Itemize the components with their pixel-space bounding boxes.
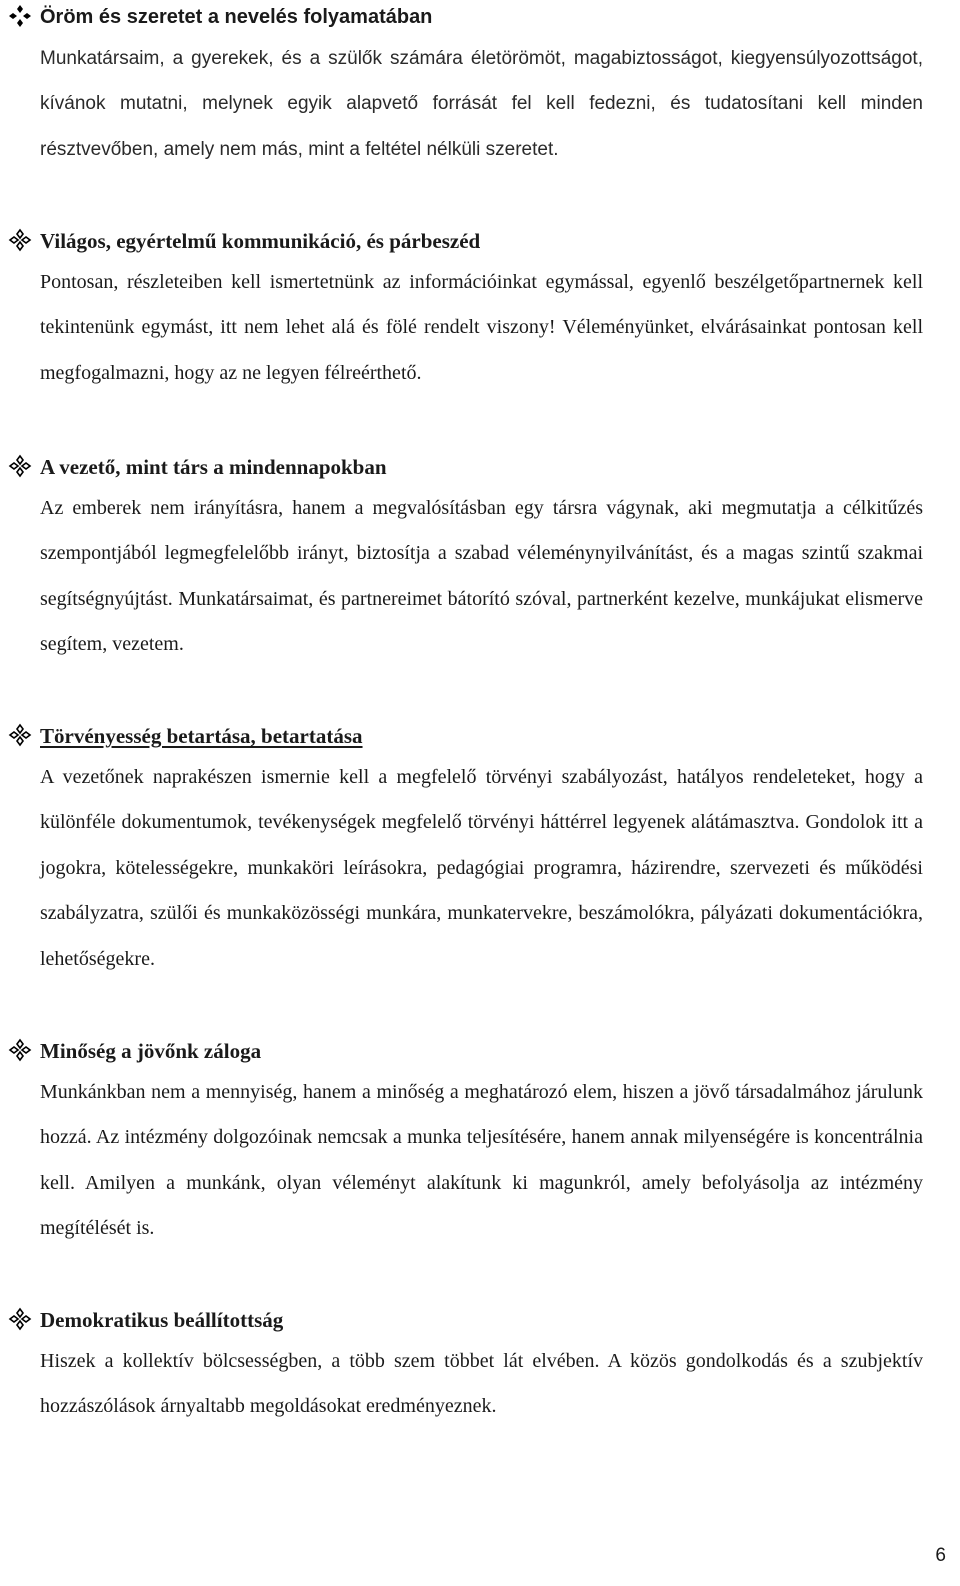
page-number: 6: [935, 1545, 946, 1566]
section-torvenyesseg: [0, 721, 960, 982]
section-orom-es-szeretet: [0, 2, 960, 172]
section-paragraph: Munkánkban nem a mennyiség, hanem a minőség a meghatározó elem, hiszen a jövő társadalmához járulunk hozzá. Az intézmény dolgozóinak nemcsak a munka teljesítésére, hanem annak milyenségére is koncentrálnia kell. Amilyen a munkánk, olyan véleményt alakítunk ki magunkról, amely befolyásolja az intézmény megítélését is.: [40, 1081, 923, 1240]
section-heading: [0, 721, 960, 755]
section-title: Demokratikus beállítottság: [40, 1308, 284, 1332]
four-diamond-bullet-icon: [8, 454, 32, 478]
section-minoseg: [0, 1036, 960, 1252]
section-vilagos-kommunikacio: [0, 226, 960, 396]
section-paragraph: Hiszek a kollektív bölcsességben, a több szem többet lát elvében. A közös gondolkodás és a szubjektív hozzászólások árnyaltabb megoldásokat eredményeznek.: [40, 1350, 923, 1418]
section-heading: [0, 1305, 960, 1339]
four-diamond-bullet-icon: [8, 1307, 32, 1331]
section-heading: [0, 226, 960, 260]
section-title: Öröm és szeretet a nevelés folyamatában: [40, 6, 433, 28]
section-paragraph: Az emberek nem irányításra, hanem a megvalósításban egy társra vágynak, aki megmutatja a célkitűzés szempontjából legmegfelelőbb irányt, biztosítja a szabad véleménynyilvánítást, és a magas szintű szakmai segítségnyújtást. Munkatársaimat, és partnereimet bátorító szóval, partnerként kezelve, munkájukat elismerve segítem, vezetem.: [40, 497, 923, 656]
section-heading: [0, 1036, 960, 1070]
four-diamond-bullet-icon: [8, 1038, 32, 1062]
four-diamond-bullet-icon: [8, 723, 32, 747]
section-demokratikus: [0, 1305, 960, 1430]
four-diamond-bullet-icon: [8, 228, 32, 252]
section-title: A vezető, mint társ a mindennapokban: [40, 455, 387, 479]
section-title: Törvényesség betartása, betartatása: [40, 724, 363, 748]
four-diamond-bullet-icon: [8, 4, 32, 28]
section-paragraph: Pontosan, részleteiben kell ismertetnünk az információinkat egymással, egyenlő beszélgetőpartnernek kell tekintenünk egymást, itt nem lehet alá és fölé rendelt viszony! Véleményünket, elvárásainkat pontosan kell megfogalmazni, hogy az ne legyen félreérthető.: [40, 271, 923, 384]
section-title: Világos, egyértelmű kommunikáció, és párbeszéd: [40, 229, 481, 253]
section-title: Minőség a jövőnk záloga: [40, 1039, 262, 1063]
section-heading: [0, 2, 960, 36]
section-paragraph: Munkatársaim, a gyerekek, és a szülők számára életörömöt, magabiztosságot, kiegyensúlyozottságot, kívánok mutatni, melynek egyik alapvető forrását fel kell fedezni, és tudatosítani kell minden résztvevőben, amely nem más, mint a feltétel nélküli szeretet.: [40, 48, 923, 160]
section-paragraph: A vezetőnek naprakészen ismernie kell a megfelelő törvényi szabályozást, hatályos rendeleteket, hogy a különféle dokumentumok, tevékenységek megfelelő törvényi háttérrel legyenek alátámasztva. Gondolok itt a jogokra, kötelességekre, munkaköri leírásokra, pedagógiai programra, házirendre, szervezeti és működési szabályzatra, szülői és munkaközösségi munkára, munkatervekre, beszámolókra, pályázati dokumentációkra, lehetőségekre.: [40, 766, 923, 970]
section-vezeto-mint-tars: [0, 452, 960, 668]
section-heading: [0, 452, 960, 486]
